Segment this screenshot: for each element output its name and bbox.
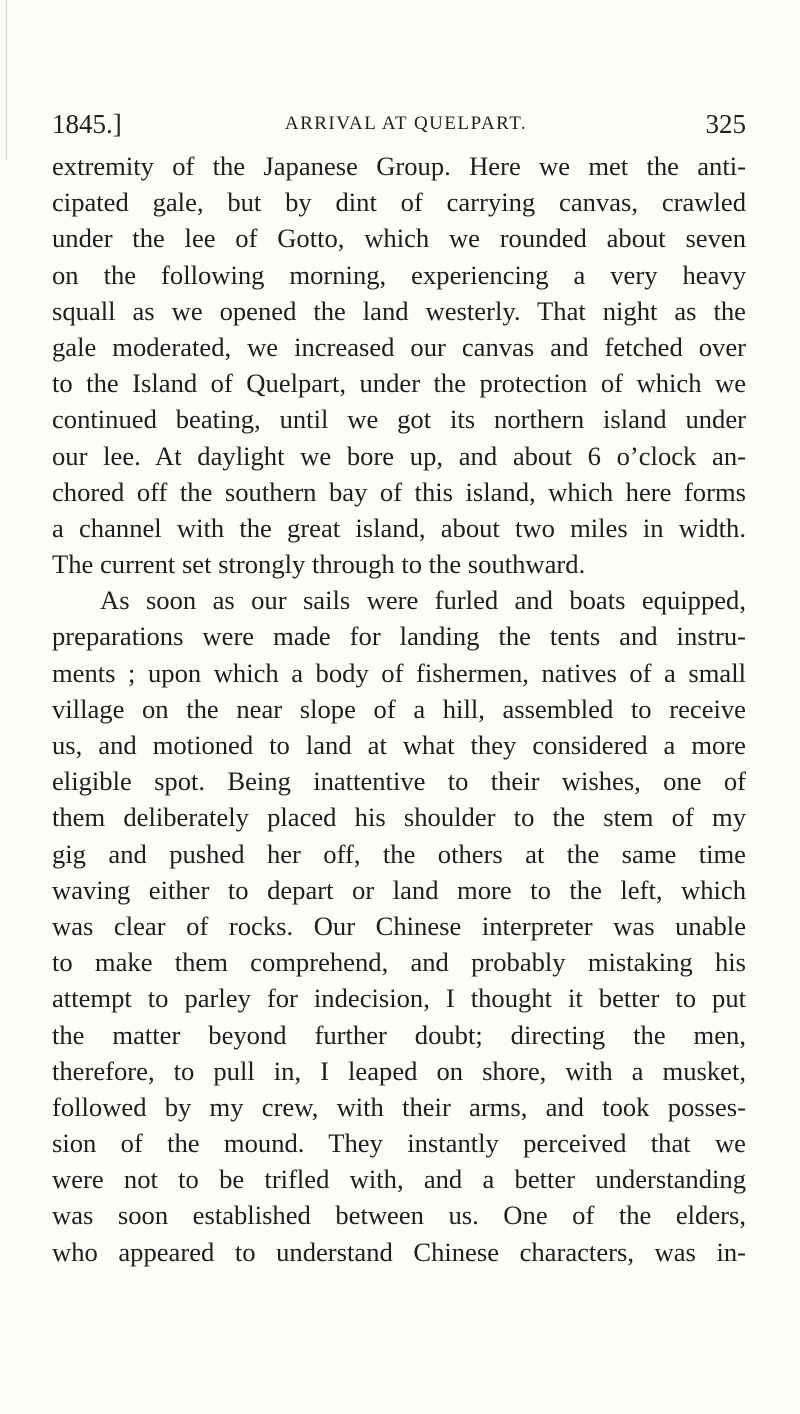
- text-line: to make them comprehend, and probably mistaking his: [52, 947, 746, 978]
- text-line: was soon established between us. One of the elders,: [52, 1200, 746, 1231]
- text-line: under the lee of Gotto, which we rounded about seven: [52, 223, 746, 254]
- text-line: us, and motioned to land at what they considered a more: [52, 730, 746, 760]
- text-line: therefore, to pull in, I leaped on shore, with a musket,: [52, 1055, 746, 1086]
- text-line: a channel with the great island, about two miles in width.: [52, 512, 746, 543]
- text-line: waving either to depart or land more to the left, which: [52, 874, 746, 905]
- text-line: were not to be trifled with, and a better understanding: [52, 1164, 746, 1195]
- text-line: village on the near slope of a hill, assembled to receive: [52, 693, 746, 724]
- text-line: to the Island of Quelpart, under the protection of which we: [52, 368, 746, 399]
- text-line: who appeared to understand Chinese characters, was in-: [52, 1236, 746, 1267]
- text-line: extremity of the Japanese Group. Here we met the anti-: [52, 151, 746, 181]
- page-edge-line: [6, 0, 7, 160]
- text-line: was clear of rocks. Our Chinese interpreter was unable: [52, 910, 746, 941]
- text-line: ments ; upon which a body of fishermen, natives of a small: [52, 657, 746, 688]
- text-line: As soon as our sails were furled and boats equipped,: [100, 585, 746, 616]
- running-title: ARRIVAL AT QUELPART.: [284, 113, 528, 134]
- text-line: continued beating, until we got its northern island under: [52, 404, 746, 435]
- text-line: gale moderated, we increased our canvas and fetched over: [52, 331, 746, 362]
- text-line: followed by my crew, with their arms, and took posses-: [52, 1091, 746, 1122]
- text-line: preparations were made for landing the tents and instru-: [52, 621, 746, 652]
- text-line: squall as we opened the land westerly. That night as the: [52, 295, 746, 326]
- text-line: the matter beyond further doubt; directing the men,: [52, 1019, 746, 1050]
- text-line: on the following morning, experiencing a very heavy: [52, 259, 746, 290]
- text-line: our lee. At daylight we bore up, and about 6 o’clock an-: [52, 440, 746, 471]
- body-text: [52, 148, 746, 1270]
- page-header: [52, 104, 746, 144]
- text-line: chored off the southern bay of this island, which here forms: [52, 476, 746, 507]
- text-line: gig and pushed her off, the others at the same time: [52, 838, 746, 869]
- text-line: cipated gale, but by dint of carrying canvas, crawled: [52, 187, 746, 218]
- text-line: The current set strongly through to the southward.: [52, 549, 586, 580]
- text-line: sion of the mound. They instantly perceived that we: [52, 1128, 746, 1159]
- header-year: 1845.]: [52, 109, 122, 139]
- text-line: them deliberately placed his shoulder to the stem of my: [52, 802, 746, 833]
- text-line: attempt to parley for indecision, I thought it better to put: [52, 983, 746, 1014]
- text-line: eligible spot. Being inattentive to their wishes, one of: [52, 766, 746, 797]
- page-number: 325: [705, 109, 746, 139]
